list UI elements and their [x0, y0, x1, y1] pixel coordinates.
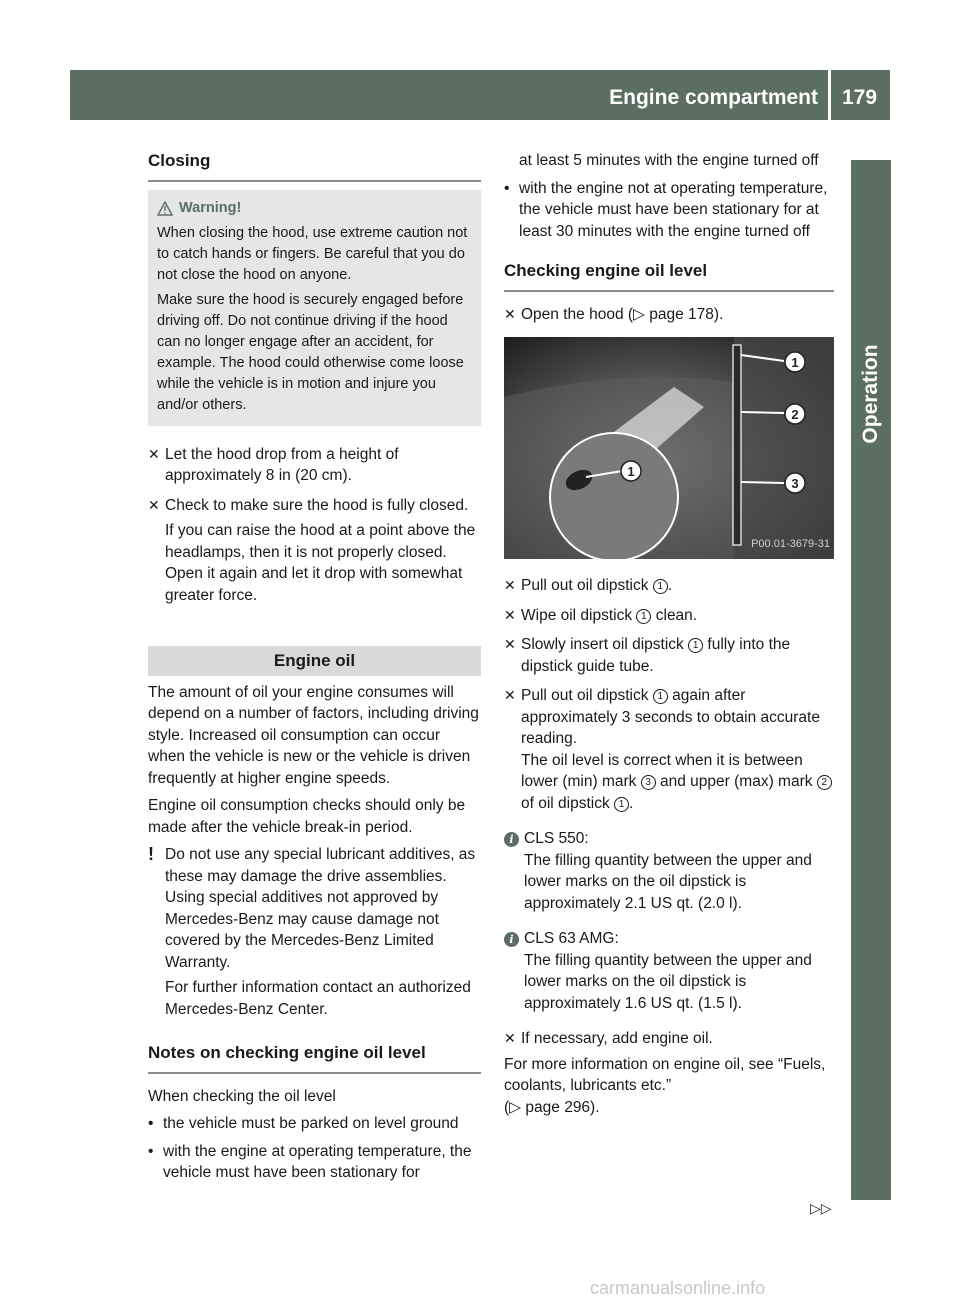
caution-icon: ! [148, 844, 154, 864]
svg-text:1: 1 [627, 464, 635, 479]
step-marker-icon: ✕ [504, 687, 516, 703]
step-item: ✕ Check to make sure the hood is fully closed. If you can raise the hood at a point above the headlamps, then it is not properly closed. Open it again and let it drop with somewhat greater force. [148, 495, 481, 607]
warning-title: Warning! [157, 198, 472, 219]
info-note: i CLS 63 AMG: The filling quantity between the upper and lower marks on the oil dipstick is approximately 1.6 US qt. (1.5 l). [504, 928, 834, 1014]
step-item: ✕ Pull out oil dipstick 1 again after approximately 3 seconds to obtain accurate reading. The oil level is correct when it is between lower (min) mark 3 and upper (max) mark 2 of oil dipstick 1 . [504, 685, 834, 814]
page-title: Engine compartment [609, 86, 818, 109]
step-marker-icon: ✕ [504, 1030, 516, 1046]
step-marker-icon: ✕ [504, 305, 516, 322]
photo-code: P00.01-3679-31 [751, 537, 830, 550]
svg-text:2: 2 [791, 407, 799, 422]
right-column [504, 150, 834, 1118]
notes-intro: When checking the oil level [148, 1087, 336, 1105]
step-item: ✕ Let the hood drop from a height of approximately 8 in (20 cm). [148, 444, 481, 487]
info-icon: i [504, 832, 519, 847]
step-item: ✕ Wipe oil dipstick 1 clean. [504, 605, 834, 627]
page-ref-arrow-icon: ▷ [633, 305, 650, 323]
engine-illustration [504, 337, 834, 559]
closing-heading: Closing [148, 150, 481, 182]
step-marker-icon: ✕ [148, 445, 160, 462]
step-marker-icon: ✕ [504, 636, 516, 652]
warning-triangle-icon [157, 201, 173, 216]
notes-heading: Notes on checking engine oil level [148, 1042, 481, 1074]
footer-watermark: carmanualsonline.info [590, 1278, 766, 1298]
step-item: ✕ Open the hood (▷ page 178). [504, 304, 834, 326]
left-column [148, 150, 481, 1184]
step-marker-icon: ✕ [504, 577, 516, 593]
warning-text-2: Make sure the hood is securely engaged before driving off. Do not continue driving if the hood can no longer engage after an accident, for example. The hood could otherwise come loose while the vehicle is in motion and injure you and/or others. [157, 291, 464, 413]
bullet-continuation: at least 5 minutes with the engine turned off [519, 152, 819, 169]
page-reference-link[interactable]: page 296). [525, 1098, 600, 1116]
warning-text-1: When closing the hood, use extreme caution not to catch hands or fingers. Be careful that you do not close the hood on anyone. [157, 224, 468, 283]
engine-oil-heading: Engine oil [148, 646, 481, 676]
list-item: • the vehicle must be parked on level ground [148, 1115, 459, 1132]
step-item: ✕ If necessary, add engine oil. [504, 1028, 834, 1050]
continue-arrow-icon: ▷▷ [810, 1200, 832, 1216]
engine-oil-paragraph: Engine oil consumption checks should only be made after the vehicle break-in period. [148, 797, 466, 836]
caution-note: ! Do not use any special lubricant additives, as these may damage the drive assemblies. Using special additives not approved by Mercedes-Benz may cause damage not covered by the Mercedes-Benz Limited Warranty. For further information contact an authorized Mercedes-Benz Center. [148, 844, 481, 1024]
check-heading: Checking engine oil level [504, 260, 834, 292]
step-item: ✕ Slowly insert oil dipstick 1 fully into the dipstick guide tube. [504, 634, 834, 677]
list-item: • with the engine at operating temperature, the vehicle must have been stationary for [148, 1142, 472, 1181]
engine-oil-paragraph: The amount of oil your engine consumes will depend on a number of factors, including driving style. Increased oil consumption can occur when the vehicle is new or the vehicle is driven frequently at higher engine speeds. [148, 683, 479, 787]
list-item: • with the engine not at operating temperature, the vehicle must have been stationary for at least 30 minutes with the engine turned off [504, 179, 828, 240]
svg-text:3: 3 [791, 476, 799, 491]
side-tab-label: Operation [859, 344, 882, 444]
page-number: 179 [842, 86, 878, 109]
step-item: ✕ Pull out oil dipstick 1 . [504, 575, 834, 597]
step-marker-icon: ✕ [148, 496, 160, 513]
info-icon: i [504, 932, 519, 947]
svg-text:1: 1 [791, 355, 799, 370]
engine-photo [504, 337, 834, 559]
header-separator [828, 70, 831, 120]
page-ref-arrow-icon: ▷ [509, 1098, 526, 1116]
step-marker-icon: ✕ [504, 606, 516, 623]
warning-box [148, 190, 481, 426]
page-reference-link[interactable]: page 178). [649, 305, 724, 323]
more-info-paragraph: For more information on engine oil, see “Fuels, coolants, lubricants etc.” (▷ page 296). [504, 1055, 826, 1116]
info-note: i CLS 550: The filling quantity between the upper and lower marks on the oil dipstick is approximately 2.1 US qt. (2.0 l). [504, 828, 834, 914]
